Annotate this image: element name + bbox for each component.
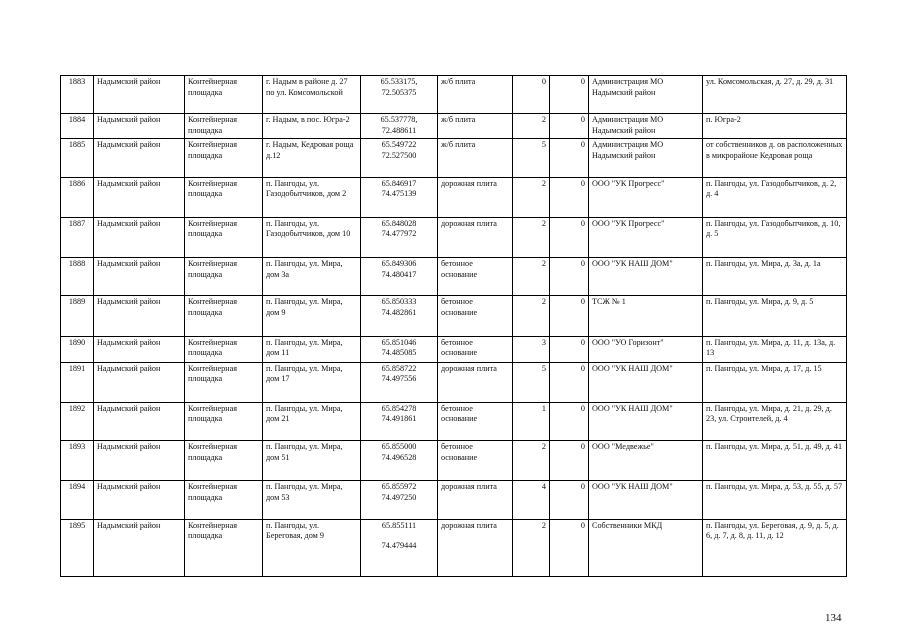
cell-lon: 72.527500 [381,150,417,160]
cell-qty2: 0 [550,76,589,114]
cell-owner: Администрация МО Надымский район [589,76,703,114]
cell-district: Надымский район [94,114,185,139]
cell-owner: ООО "УК Прогресс" [589,177,703,217]
cell-owner: ТСЖ № 1 [589,296,703,336]
cell-qty: 0 [513,76,550,114]
cell-number: 1893 [61,441,94,481]
cell-lon: 74.491861 [381,414,417,424]
cell-address: п. Пангоды, ул. Мира, дом 17 [263,362,361,402]
cell-district: Надымский район [94,481,185,519]
cell-qty: 2 [513,258,550,296]
cell-type: Контейнерная площадка [185,258,263,296]
cell-district: Надымский район [94,177,185,217]
cell-address: п. Пангоды, ул. Газодобытчиков, дом 10 [263,217,361,257]
cell-number: 1890 [61,336,94,362]
table-row [61,217,847,257]
cell-lat: 65.849306 [381,259,417,269]
cell-coords [361,258,438,296]
cell-qty2: 0 [550,139,589,177]
cell-coords [361,336,438,362]
table-row [61,441,847,481]
cell-lon: 74.497250 [381,492,417,502]
cell-cover: бетонное основание [438,296,513,336]
cell-qty2: 0 [550,441,589,481]
cell-type: Контейнерная площадка [185,441,263,481]
table-row [61,296,847,336]
table-row [61,139,847,177]
registry-table [60,75,847,577]
cell-coords [361,362,438,402]
cell-lat: 65.850333 [381,297,417,307]
cell-district: Надымский район [94,139,185,177]
cell-number: 1892 [61,402,94,440]
cell-number: 1895 [61,519,94,576]
cell-lon: 72.488611 [381,125,417,135]
cell-lat: 65.848028 [381,218,417,228]
cell-qty: 3 [513,336,550,362]
cell-cover: ж/б плита [438,114,513,139]
cell-lat: 65.855972 [381,482,417,492]
table-row [61,76,847,114]
cell-address: п. Пангоды, ул. Мира, дом 11 [263,336,361,362]
cell-source: п. Пангоды, ул. Береговая, д. 9, д. 5, д. 6, д. 7, д. 8, д. 11, д. 12 [703,519,847,576]
cell-district: Надымский район [94,519,185,576]
cell-owner: Администрация МО Надымский район [589,114,703,139]
cell-district: Надымский район [94,258,185,296]
cell-coords [361,402,438,440]
cell-source: п. Югра-2 [703,114,847,139]
cell-coords [361,114,438,139]
cell-owner: Администрация МО Надымский район [589,139,703,177]
cell-lat: 65.851046 [381,337,417,347]
cell-lon: 74.485085 [381,348,417,358]
cell-type: Контейнерная площадка [185,139,263,177]
cell-source: п. Пангоды, ул. Мира, д. 53, д. 55, д. 57 [703,481,847,519]
cell-owner: ООО "УК НАШ ДОМ" [589,258,703,296]
cell-lat: 65.533175, [380,77,418,86]
cell-lon: 74.475139 [381,189,417,199]
cell-lat: 65.855000 [381,442,417,452]
cell-address: п. Пангоды, ул. Газодобытчиков, дом 2 [263,177,361,217]
cell-lat: 65.846917 [381,178,417,188]
cell-district: Надымский район [94,296,185,336]
cell-district: Надымский район [94,76,185,114]
cell-source: п. Пангоды, ул. Мира, д. 51, д. 49, д. 41 [703,441,847,481]
cell-source: п. Пангоды, ул. Мира, д. 11, д. 13а, д. 13 [703,336,847,362]
cell-type: Контейнерная площадка [185,402,263,440]
cell-qty: 2 [513,296,550,336]
table-row [61,258,847,296]
cell-number: 1886 [61,177,94,217]
cell-coords [361,217,438,257]
cell-number: 1894 [61,481,94,519]
cell-cover: бетонное основание [438,258,513,296]
cell-district: Надымский район [94,402,185,440]
table-row [61,362,847,402]
cell-qty: 5 [513,362,550,402]
cell-cover: ж/б плита [438,76,513,114]
cell-address: п. Пангоды, ул. Мира, дом 9 [263,296,361,336]
cell-address: г. Надым, в пос. Югра-2 [263,114,361,139]
cell-lon: 74.482861 [381,307,417,317]
cell-cover: дорожная плита [438,362,513,402]
cell-coords [361,139,438,177]
table-row [61,114,847,139]
cell-owner: ООО "УО Горизонт" [589,336,703,362]
cell-source: п. Пангоды, ул. Газодобытчиков, д. 2, д. 4 [703,177,847,217]
cell-owner: ООО "УК Прогресс" [589,217,703,257]
cell-source: п. Пангоды, ул. Мира, д. 9, д. 5 [703,296,847,336]
cell-qty: 1 [513,402,550,440]
cell-address: п. Пангоды, ул. Мира, дом 51 [263,441,361,481]
table-row [61,177,847,217]
cell-district: Надымский район [94,217,185,257]
cell-qty: 2 [513,177,550,217]
cell-cover: бетонное основание [438,402,513,440]
cell-type: Контейнерная площадка [185,519,263,576]
cell-cover: дорожная плита [438,217,513,257]
cell-coords [361,296,438,336]
cell-number: 1885 [61,139,94,177]
cell-address: г. Надым в районе д. 27 по ул. Комсомольской [263,76,361,114]
cell-type: Контейнерная площадка [185,481,263,519]
cell-number: 1887 [61,217,94,257]
cell-type: Контейнерная площадка [185,114,263,139]
cell-source: от собственников д. ов расположенных в микрорайоне Кедровая роща [703,139,847,177]
cell-lat: 65.854278 [381,403,417,413]
cell-address: п. Пангоды, ул. Мира, дом 53 [263,481,361,519]
cell-source: п. Пангоды, ул. Мира, д. 21, д. 29, д. 23, ул. Строителей, д. 4 [703,402,847,440]
cell-qty2: 0 [550,481,589,519]
table-row [61,481,847,519]
cell-qty2: 0 [550,296,589,336]
cell-coords [361,76,438,114]
cell-address: г. Надым, Кедровая роща д.12 [263,139,361,177]
cell-coords [361,441,438,481]
cell-qty: 2 [513,441,550,481]
cell-cover: дорожная плита [438,481,513,519]
cell-lon: 74.480417 [381,269,417,279]
cell-qty2: 0 [550,258,589,296]
cell-type: Контейнерная площадка [185,177,263,217]
cell-lon: 74.479444 [381,541,417,551]
cell-cover: дорожная плита [438,519,513,576]
cell-coords [361,519,438,576]
cell-qty2: 0 [550,114,589,139]
cell-owner: ООО "УК НАШ ДОМ" [589,362,703,402]
cell-type: Контейнерная площадка [185,336,263,362]
cell-type: Контейнерная площадка [185,76,263,114]
table-row [61,519,847,576]
registry-rows [61,76,847,577]
cell-number: 1884 [61,114,94,139]
cell-qty: 2 [513,114,550,139]
cell-type: Контейнерная площадка [185,296,263,336]
cell-source: п. Пангоды, ул. Мира, д. 3а, д. 1а [703,258,847,296]
cell-district: Надымский район [94,336,185,362]
cell-qty2: 0 [550,177,589,217]
cell-lon: 74.477972 [381,229,417,239]
cell-number: 1889 [61,296,94,336]
cell-lat: 65.855111 [381,520,417,530]
cell-qty2: 0 [550,362,589,402]
cell-owner: Собственники МКД [589,519,703,576]
cell-owner: ООО "УК НАШ ДОМ" [589,481,703,519]
cell-address: п. Пангоды, ул. Мира, дом 3а [263,258,361,296]
cell-lat: 65.549722 [381,140,417,150]
cell-district: Надымский район [94,441,185,481]
table-row [61,336,847,362]
cell-lon: 74.497556 [381,374,417,384]
page-number: 134 [825,612,842,624]
table-row [61,402,847,440]
cell-owner: ООО "УК НАШ ДОМ" [589,402,703,440]
cell-cover: бетонное основание [438,441,513,481]
cell-address: п. Пангоды, ул. Береговая, дом 9 [263,519,361,576]
cell-type: Контейнерная площадка [185,217,263,257]
cell-qty: 5 [513,139,550,177]
cell-coords [361,481,438,519]
cell-source: п. Пангоды, ул. Мира, д. 17, д. 15 [703,362,847,402]
cell-owner: ООО "Медвежье" [589,441,703,481]
cell-qty: 2 [513,217,550,257]
cell-address: п. Пангоды, ул. Мира, дом 21 [263,402,361,440]
cell-coords [361,177,438,217]
cell-district: Надымский район [94,362,185,402]
cell-qty2: 0 [550,217,589,257]
cell-qty2: 0 [550,336,589,362]
cell-lat: 65.537778, [380,115,418,125]
cell-number: 1891 [61,362,94,402]
cell-qty2: 0 [550,519,589,576]
cell-cover: бетонное основание [438,336,513,362]
cell-type: Контейнерная площадка [185,362,263,402]
cell-number: 1883 [61,76,94,114]
cell-cover: ж/б плита [438,139,513,177]
cell-qty: 2 [513,519,550,576]
cell-number: 1888 [61,258,94,296]
cell-lat: 65.858722 [381,363,417,373]
cell-lon: 72.505375 [381,87,417,97]
cell-qty: 4 [513,481,550,519]
cell-source: ул. Комсомольская, д. 27, д. 29, д. 31 [703,76,847,114]
cell-cover: дорожная плита [438,177,513,217]
cell-source: п. Пангоды, ул. Газодобытчиков, д. 10, д. 5 [703,217,847,257]
cell-qty2: 0 [550,402,589,440]
cell-lon: 74.496528 [381,452,417,462]
